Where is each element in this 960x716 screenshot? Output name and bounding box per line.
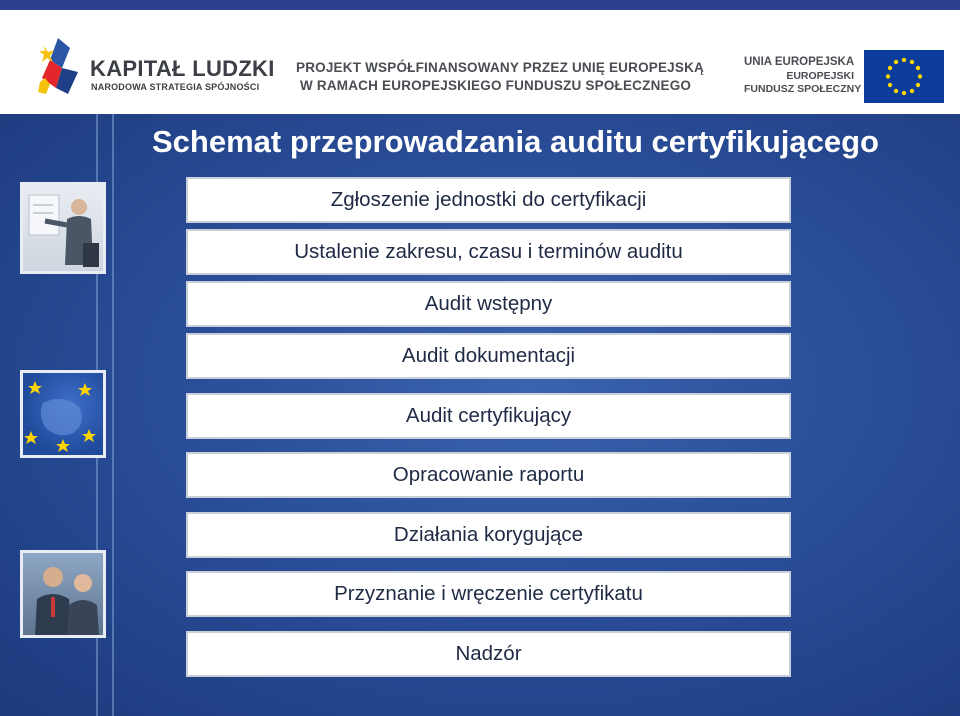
- header-logos: [0, 10, 960, 114]
- flow-step: Ustalenie zakresu, czasu i terminów auditu: [186, 229, 791, 275]
- flow-step: Przyznanie i wręczenie certyfikatu: [186, 571, 791, 617]
- eu-label-line-3: FUNDUSZ SPOŁECZNY: [744, 83, 862, 95]
- flow-step: Audit wstępny: [186, 281, 791, 327]
- flow-step: Działania korygujące: [186, 512, 791, 558]
- project-line-2: W RAMACH EUROPEJSKIEGO FUNDUSZU SPOŁECZNEGO: [300, 78, 692, 93]
- kapital-ludzki-subtitle: NARODOWA STRATEGIA SPÓJNOŚCI: [91, 82, 260, 92]
- project-line-1: PROJEKT WSPÓŁFINANSOWANY PRZEZ UNIĘ EUROPEJSKĄ: [296, 60, 704, 75]
- eu-flag-icon: [864, 50, 944, 103]
- flow-step: Audit dokumentacji: [186, 333, 791, 379]
- presenter-photo: [20, 182, 106, 274]
- eu-label-line-1: UNIA EUROPEJSKA: [744, 56, 855, 68]
- flow-step: Opracowanie raportu: [186, 452, 791, 498]
- flow-step: Audit certyfikujący: [186, 393, 791, 439]
- top-accent-bar: [0, 0, 960, 10]
- slide-title: Schemat przeprowadzania auditu certyfikującego: [152, 124, 879, 159]
- decor-line: [112, 114, 114, 716]
- eu-stars-photo: [20, 370, 106, 458]
- kapital-ludzki-logo: [36, 38, 84, 100]
- flow-step: Nadzór: [186, 631, 791, 677]
- business-people-photo: [20, 550, 106, 638]
- kapital-ludzki-title: KAPITAŁ LUDZKI: [90, 56, 275, 81]
- eu-label-line-2: EUROPEJSKI: [786, 70, 854, 82]
- flow-step: Zgłoszenie jednostki do certyfikacji: [186, 177, 791, 223]
